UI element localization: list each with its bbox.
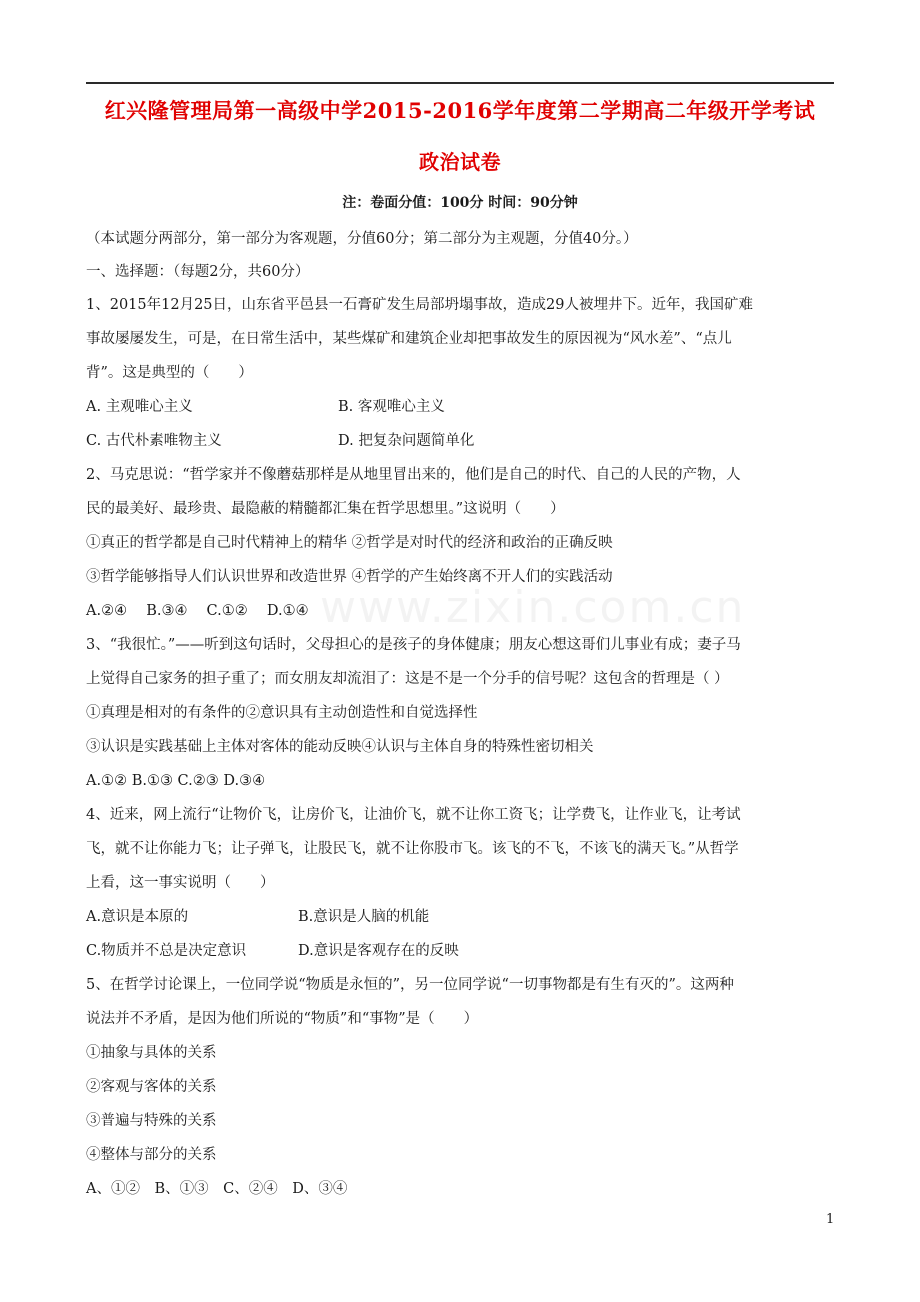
- intro-text: （本试题分两部分，第一部分为客观题，分值60分；第二部分为主观题，分值40分。）: [86, 231, 638, 247]
- question-1-option-a: A. 主观唯心主义: [86, 399, 193, 415]
- question-4-line-1: 4、近来，网上流行“让物价飞，让房价飞，让油价飞，就不让你工资飞；让学费飞，让作业飞，让考试: [86, 807, 741, 823]
- question-5-statement-2: ②客观与客体的关系: [86, 1079, 217, 1095]
- question-4-option-d: D.意识是客观存在的反映: [298, 943, 459, 959]
- section-heading: 一、选择题：（每题2分，共60分）: [86, 264, 310, 280]
- question-1-line-1: 1、2015年12月25日，山东省平邑县一石膏矿发生局部坍塌事故，造成29人被埋井下。近年，我国矿难: [86, 297, 753, 313]
- exam-subject: 政治试卷: [419, 150, 501, 174]
- question-4-option-b: B.意识是人脑的机能: [298, 909, 430, 925]
- top-rule: [86, 82, 834, 84]
- question-2-line-1: 2、马克思说：“哲学家并不像蘑菇那样是从地里冒出来的，他们是自己的时代、自己的人民的产物，人: [86, 467, 741, 483]
- exam-note: 注：卷面分值：100分 时间：90分钟: [342, 195, 578, 211]
- question-5-line-2: 说法并不矛盾，是因为他们所说的“物质”和“事物”是（ ）: [86, 1011, 479, 1027]
- question-2-statement-2: ③哲学能够指导人们认识世界和改造世界 ④哲学的产生始终离不开人们的实践活动: [86, 569, 613, 585]
- question-5-statement-4: ④整体与部分的关系: [86, 1147, 217, 1163]
- question-4-line-3: 上看，这一事实说明（ ）: [86, 875, 275, 891]
- question-1-line-3: 背”。这是典型的（ ）: [86, 365, 253, 381]
- question-4-option-c: C.物质并不总是决定意识: [86, 943, 247, 959]
- question-4-line-2: 飞，就不让你能力飞；让子弹飞，让股民飞，就不让你股市飞。该飞的不飞，不该飞的满天飞。”从哲学: [86, 841, 739, 857]
- question-4-option-a: A.意识是本原的: [86, 909, 189, 925]
- question-3-line-2: 上觉得自己家务的担子重了；而女朋友却流泪了：这是不是一个分手的信号呢？这包含的哲理是（ ）: [86, 671, 729, 687]
- question-1-option-b: B. 客观唯心主义: [338, 399, 445, 415]
- question-3-statement-1: ①真理是相对的有条件的②意识具有主动创造性和自觉选择性: [86, 705, 478, 721]
- question-3-line-1: 3、“我很忙。”——听到这句话时，父母担心的是孩子的身体健康；朋友心想这哥们儿事业有成；妻子马: [86, 637, 741, 653]
- question-5-statement-1: ①抽象与具体的关系: [86, 1045, 217, 1061]
- question-1-option-d: D. 把复杂问题简单化: [338, 433, 475, 449]
- question-5-options: A、①② B、①③ C、②④ D、③④: [86, 1181, 348, 1197]
- question-3-statement-2: ③认识是实践基础上主体对客体的能动反映④认识与主体自身的特殊性密切相关: [86, 739, 594, 755]
- question-2-options: A.②④ B.③④ C.①② D.①④: [86, 603, 309, 619]
- question-2-line-2: 民的最美好、最珍贵、最隐蔽的精髓都汇集在哲学思想里。”这说明（ ）: [86, 501, 565, 517]
- watermark: www.zixin.com.cn: [320, 582, 746, 633]
- question-2-statement-1: ①真正的哲学都是自己时代精神上的精华 ②哲学是对时代的经济和政治的正确反映: [86, 535, 613, 551]
- question-5-statement-3: ③普遍与特殊的关系: [86, 1113, 217, 1129]
- page-number: 1: [826, 1212, 835, 1227]
- question-3-options: A.①② B.①③ C.②③ D.③④: [86, 773, 266, 789]
- question-5-line-1: 5、在哲学讨论课上，一位同学说“物质是永恒的”，另一位同学说“一切事物都是有生有灭的”。这两种: [86, 977, 734, 993]
- exam-title: 红兴隆管理局第一高级中学2015-2016学年度第二学期高二年级开学考试: [104, 98, 816, 123]
- question-1-line-2: 事故屡屡发生，可是，在日常生活中，某些煤矿和建筑企业却把事故发生的原因视为“风水差”、“点儿: [86, 331, 732, 347]
- question-1-option-c: C. 古代朴素唯物主义: [86, 433, 222, 449]
